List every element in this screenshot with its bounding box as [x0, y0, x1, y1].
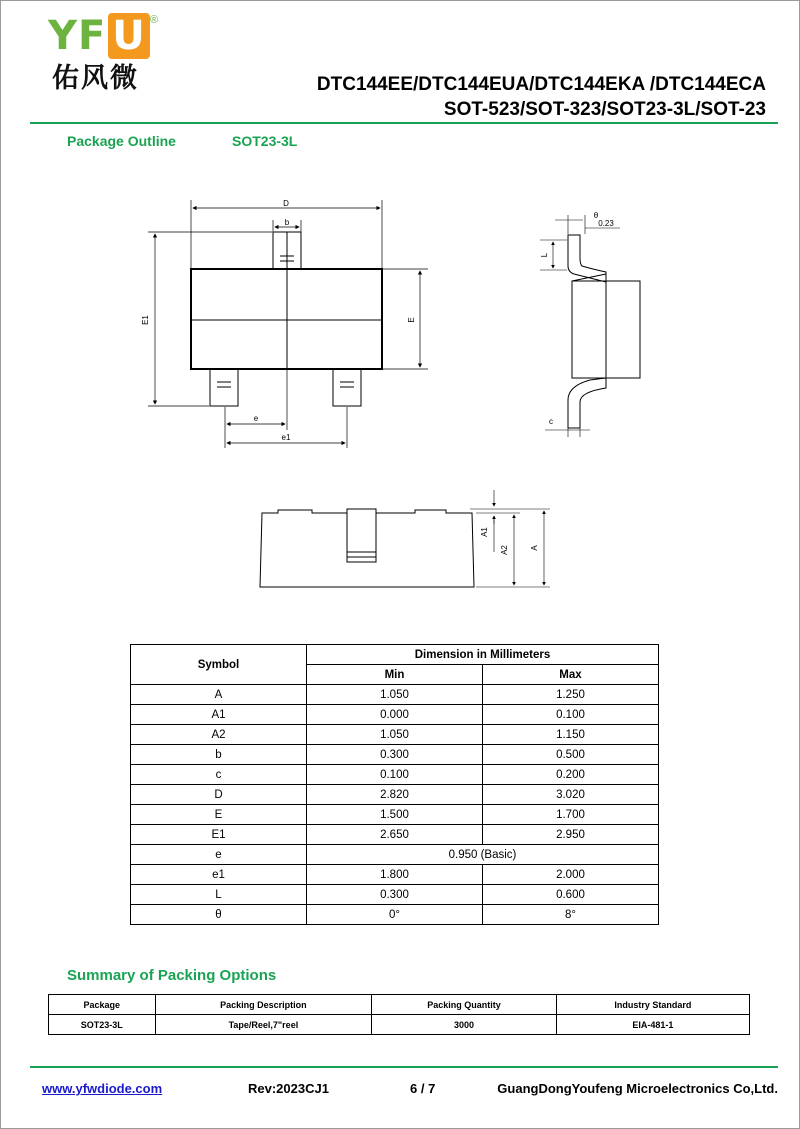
row-max: 8° — [482, 905, 658, 925]
table-row — [131, 905, 659, 925]
row-symbol: E1 — [131, 825, 307, 845]
packing-quantity: 3000 — [372, 1015, 557, 1035]
front-view — [260, 490, 550, 587]
packing-header-quantity: Packing Quantity — [372, 995, 557, 1015]
top-view — [148, 200, 428, 448]
side-lead-bottom — [568, 378, 606, 428]
registered-mark: ® — [150, 14, 159, 26]
packing-header-description: Packing Description — [155, 995, 372, 1015]
label-l: L — [540, 252, 549, 258]
row-min: 1.050 — [307, 725, 483, 745]
table-row — [49, 1015, 750, 1035]
package-outline-label: Package Outline — [67, 133, 176, 149]
table-row — [131, 805, 659, 825]
label-a: A — [530, 545, 539, 551]
row-max: 0.100 — [482, 705, 658, 725]
row-symbol: A1 — [131, 705, 307, 725]
row-symbol: e1 — [131, 865, 307, 885]
row-merged-value: 0.950 (Basic) — [307, 845, 659, 865]
row-min: 0.100 — [307, 765, 483, 785]
row-min: 1.500 — [307, 805, 483, 825]
row-max: 3.020 — [482, 785, 658, 805]
label-e-height: E — [407, 317, 416, 323]
row-symbol: E — [131, 805, 307, 825]
document-title-line1: DTC144EE/DTC144EUA/DTC144EKA /DTC144ECA — [316, 74, 766, 95]
packing-package: SOT23-3L — [49, 1015, 156, 1035]
label-a1: A1 — [480, 527, 489, 537]
min-header: Min — [307, 665, 483, 685]
row-symbol: c — [131, 765, 307, 785]
table-row — [131, 825, 659, 845]
row-symbol: θ — [131, 905, 307, 925]
packing-standard: EIA-481-1 — [556, 1015, 749, 1035]
row-min: 1.800 — [307, 865, 483, 885]
label-e-pitch: e — [253, 414, 259, 423]
table-row — [131, 705, 659, 725]
row-max: 1.150 — [482, 725, 658, 745]
dimension-table — [130, 644, 659, 925]
label-e1-pitch: e1 — [281, 433, 291, 442]
front-lead — [347, 509, 376, 562]
row-symbol: D — [131, 785, 307, 805]
row-max: 2.950 — [482, 825, 658, 845]
packing-header-package: Package — [49, 995, 156, 1015]
table-row — [131, 865, 659, 885]
label-theta: θ — [593, 211, 599, 220]
table-row — [131, 785, 659, 805]
row-symbol: e — [131, 845, 307, 865]
footer-divider — [30, 1066, 778, 1068]
row-symbol: b — [131, 745, 307, 765]
label-e1-height: E1 — [141, 315, 150, 325]
label-d: D — [283, 199, 289, 208]
row-max: 0.500 — [482, 745, 658, 765]
table-row — [131, 725, 659, 745]
label-a2: A2 — [500, 545, 509, 555]
dimension-group-header: Dimension in Millimeters — [307, 645, 659, 665]
row-max: 0.200 — [482, 765, 658, 785]
label-c: c — [549, 417, 553, 426]
table-row — [131, 885, 659, 905]
row-min: 2.650 — [307, 825, 483, 845]
row-max: 2.000 — [482, 865, 658, 885]
row-max: 1.250 — [482, 685, 658, 705]
row-min: 0.300 — [307, 745, 483, 765]
package-name-label: SOT23-3L — [232, 133, 298, 149]
table-row — [131, 745, 659, 765]
row-symbol: A — [131, 685, 307, 705]
company-name: GuangDongYoufeng Microelectronics Co,Ltd. — [497, 1081, 778, 1096]
logo-letter-u: U — [108, 13, 149, 59]
revision-label: Rev:2023CJ1 — [248, 1081, 329, 1096]
symbol-header: Symbol — [131, 645, 307, 685]
row-symbol: A2 — [131, 725, 307, 745]
packing-summary-title: Summary of Packing Options — [67, 967, 277, 984]
website-link[interactable]: www.yfwdiode.com — [42, 1081, 163, 1096]
logo-letter-f: F — [77, 13, 107, 59]
page-number: 6 / 7 — [410, 1081, 436, 1096]
packing-table — [48, 994, 750, 1035]
table-row — [131, 685, 659, 705]
logo-letter-y: Y — [48, 13, 78, 59]
row-symbol: L — [131, 885, 307, 905]
row-min: 0.300 — [307, 885, 483, 905]
row-min: 0.000 — [307, 705, 483, 725]
side-view — [540, 215, 640, 437]
table-row — [131, 845, 659, 865]
row-min: 1.050 — [307, 685, 483, 705]
label-b: b — [284, 218, 290, 227]
document-title-line2: SOT-523/SOT-323/SOT23-3L/SOT-23 — [443, 99, 766, 120]
packing-description: Tape/Reel,7"reel — [155, 1015, 372, 1035]
row-min: 2.820 — [307, 785, 483, 805]
front-body — [260, 509, 474, 587]
label-0-23: 0.23 — [598, 219, 614, 228]
table-row — [131, 765, 659, 785]
packing-header-standard: Industry Standard — [556, 995, 749, 1015]
max-header: Max — [482, 665, 658, 685]
logo-chinese-name: 佑风微 — [52, 63, 139, 94]
row-max: 0.600 — [482, 885, 658, 905]
row-max: 1.700 — [482, 805, 658, 825]
row-min: 0° — [307, 905, 483, 925]
